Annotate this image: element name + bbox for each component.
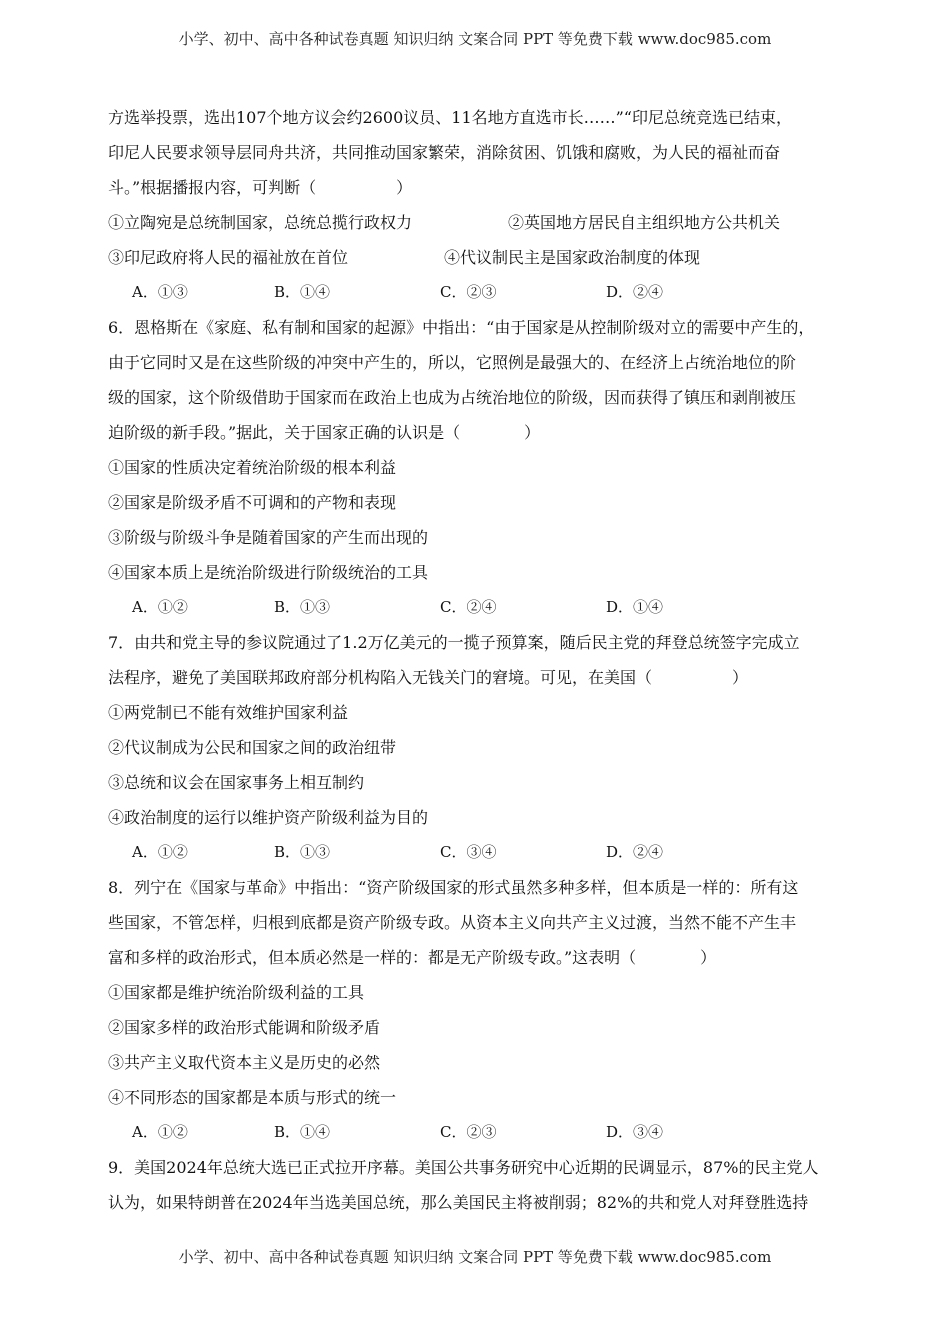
choice-b: B．①③ bbox=[274, 843, 331, 861]
question-stem-line: 富和多样的政治形式，但本质必然是一样的：都是无产阶级专政。”这表明（ ） bbox=[108, 948, 717, 967]
option-line: ③总统和议会在国家事务上相互制约 bbox=[108, 773, 365, 792]
question-stem-line: 法程序，避免了美国联邦政府部分机构陷入无钱关门的窘境。可见，在美国（ ） bbox=[108, 668, 749, 687]
question-8 bbox=[108, 870, 848, 1150]
document-body bbox=[108, 100, 848, 1220]
choice-b: B．①③ bbox=[274, 598, 331, 616]
question-6 bbox=[108, 310, 848, 625]
choice-a: A．①② bbox=[132, 843, 188, 861]
page-footer: 小学、初中、高中各种试卷真题 知识归纳 文案合同 PPT 等免费下载 www.doc985.com bbox=[178, 1248, 772, 1266]
answer-choices bbox=[108, 590, 848, 625]
option-line: ③阶级与阶级斗争是随着国家的产生而出现的 bbox=[108, 528, 429, 547]
choice-a: A．①② bbox=[132, 598, 188, 616]
text-line: 方选举投票，选出107个地方议会约2600议员、11名地方直选市长……”“印尼总统竞选已结束， bbox=[108, 108, 792, 127]
option-line: ②国家是阶级矛盾不可调和的产物和表现 bbox=[108, 493, 397, 512]
choice-d: D．②④ bbox=[606, 843, 664, 861]
option-line: ③印尼政府将人民的福祉放在首位 ④代议制民主是国家政治制度的体现 bbox=[108, 248, 701, 267]
question-stem-line: 认为，如果特朗普在2024年当选美国总统，那么美国民主将被削弱；82%的共和党人对拜登胜选持 bbox=[108, 1193, 809, 1212]
text-line: 斗。”根据播报内容，可判断（ ） bbox=[108, 178, 413, 197]
option-line: ①国家的性质决定着统治阶级的根本利益 bbox=[108, 458, 397, 477]
question-5-continued bbox=[108, 100, 848, 310]
option-line: ①立陶宛是总统制国家，总统总揽行政权力 ②英国地方居民自主组织地方公共机关 bbox=[108, 213, 781, 232]
option-line: ④国家本质上是统治阶级进行阶级统治的工具 bbox=[108, 563, 429, 582]
choice-a: A．①② bbox=[132, 1123, 188, 1141]
question-stem-line: 9．美国2024年总统大选已正式拉开序幕。美国公共事务研究中心近期的民调显示，87%的民主党人 bbox=[108, 1158, 819, 1177]
choice-d: D．②④ bbox=[606, 283, 664, 301]
choice-d: D．①④ bbox=[606, 598, 664, 616]
choice-c: C．③④ bbox=[440, 843, 497, 861]
choice-c: C．②③ bbox=[440, 283, 497, 301]
answer-choices bbox=[108, 275, 848, 310]
option-line: ①国家都是维护统治阶级利益的工具 bbox=[108, 983, 365, 1002]
question-stem-line: 6．恩格斯在《家庭、私有制和国家的起源》中指出：“由于国家是从控制阶级对立的需要中产生的， bbox=[108, 318, 815, 337]
option-line: ④不同形态的国家都是本质与形式的统一 bbox=[108, 1088, 397, 1107]
question-stem-line: 级的国家，这个阶级借助于国家而在政治上也成为占统治地位的阶级，因而获得了镇压和剥削被压 bbox=[108, 388, 797, 407]
choice-d: D．③④ bbox=[606, 1123, 664, 1141]
option-line: ①两党制已不能有效维护国家利益 bbox=[108, 703, 349, 722]
choice-b: B．①④ bbox=[274, 1123, 331, 1141]
choice-c: C．②④ bbox=[440, 598, 497, 616]
question-stem-line: 8．列宁在《国家与革命》中指出：“资产阶级国家的形式虽然多种多样，但本质是一样的：所有这 bbox=[108, 878, 799, 897]
question-7 bbox=[108, 625, 848, 870]
answer-choices bbox=[108, 1115, 848, 1150]
option-line: ②代议制成为公民和国家之间的政治纽带 bbox=[108, 738, 397, 757]
choice-a: A．①③ bbox=[132, 283, 188, 301]
choice-b: B．①④ bbox=[274, 283, 331, 301]
text-line: 印尼人民要求领导层同舟共济，共同推动国家繁荣，消除贫困、饥饿和腐败，为人民的福祉而奋 bbox=[108, 143, 781, 162]
option-line: ④政治制度的运行以维护资产阶级利益为目的 bbox=[108, 808, 429, 827]
question-stem-line: 迫阶级的新手段。”据此，关于国家正确的认识是（ ） bbox=[108, 423, 541, 442]
question-stem-line: 些国家，不管怎样，归根到底都是资产阶级专政。从资本主义向共产主义过渡，当然不能不产生丰 bbox=[108, 913, 797, 932]
question-9 bbox=[108, 1150, 848, 1220]
answer-choices bbox=[108, 835, 848, 870]
question-stem-line: 7．由共和党主导的参议院通过了1.2万亿美元的一揽子预算案，随后民主党的拜登总统签字完成立 bbox=[108, 633, 800, 652]
question-stem-line: 由于它同时又是在这些阶级的冲突中产生的，所以，它照例是最强大的、在经济上占统治地位的阶 bbox=[108, 353, 797, 372]
option-line: ②国家多样的政治形式能调和阶级矛盾 bbox=[108, 1018, 381, 1037]
option-line: ③共产主义取代资本主义是历史的必然 bbox=[108, 1053, 381, 1072]
page-header: 小学、初中、高中各种试卷真题 知识归纳 文案合同 PPT 等免费下载 www.doc985.com bbox=[178, 30, 772, 48]
choice-c: C．②③ bbox=[440, 1123, 497, 1141]
